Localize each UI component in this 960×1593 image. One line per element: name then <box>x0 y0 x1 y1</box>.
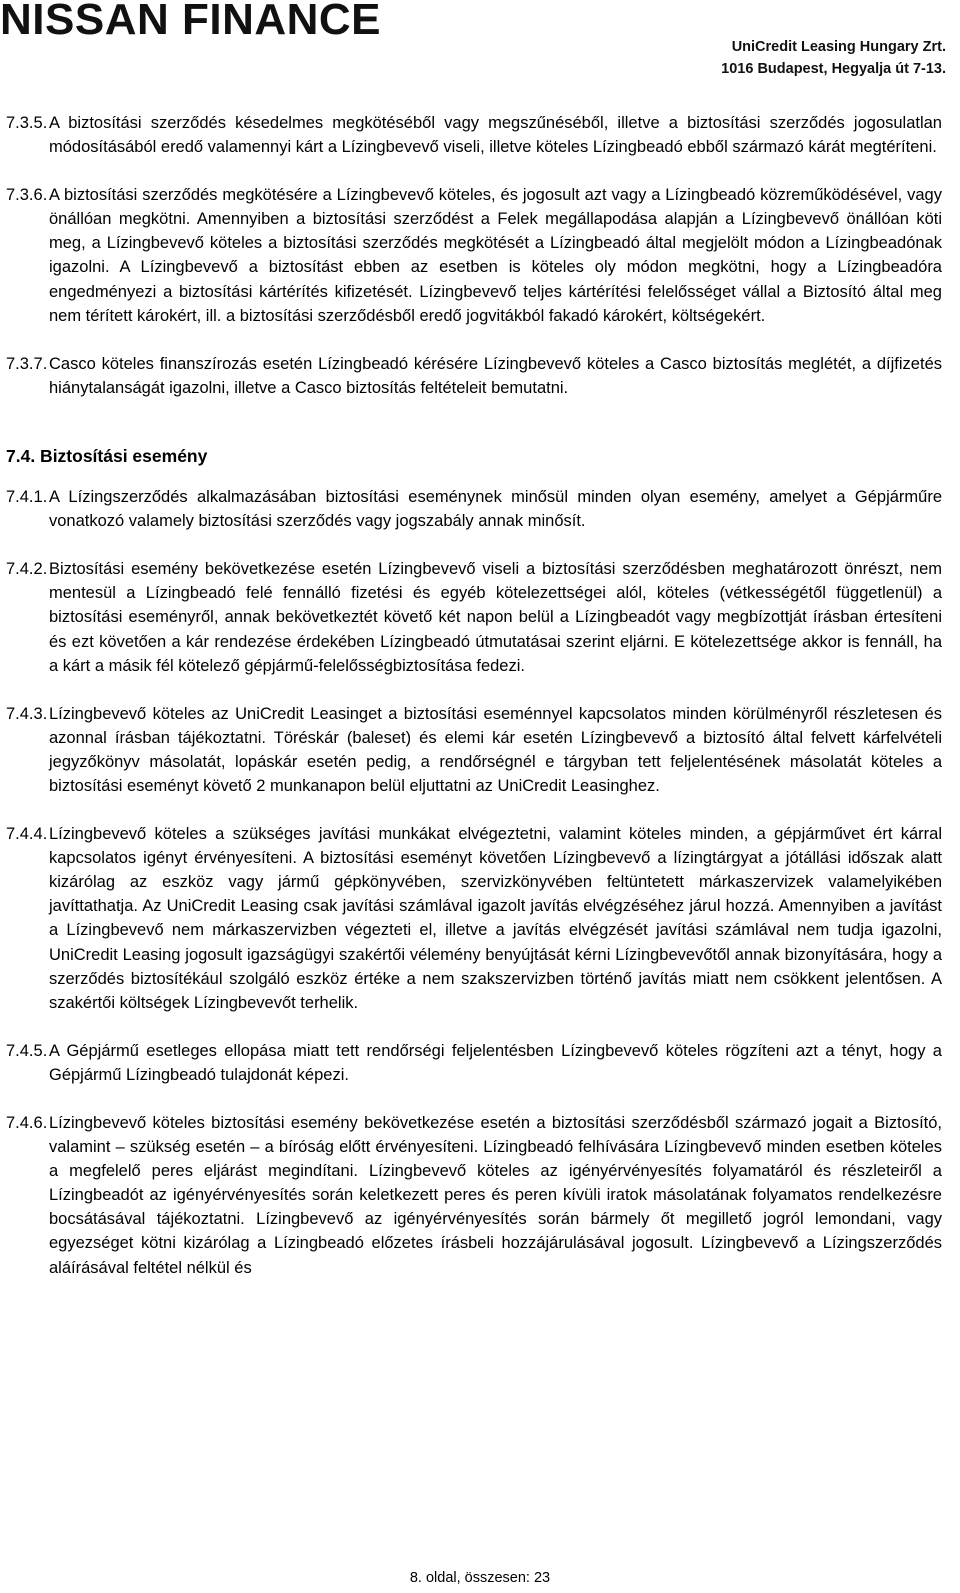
section-7-4-4 <box>6 822 942 1015</box>
section-number: 7.4.6. <box>6 1114 48 1132</box>
page-footer: 8. oldal, összesen: 23 <box>409 1570 551 1586</box>
section-7-4-3 <box>6 702 942 798</box>
section-number: 7.3.6. <box>6 186 48 205</box>
section-7-3-5 <box>6 111 942 159</box>
document-body <box>6 111 942 1304</box>
company-address: 1016 Budapest, Hegyalja út 7-13. <box>721 61 946 77</box>
section-number: 7.3.7. <box>6 354 48 373</box>
section-text: A Gépjármű esetleges ellopása miatt tett rendőrségi feljelentésben Lízingbevevő köteles rögzíteni azt a tényt, hogy a Gépjármű Lízingbeadó tulajdonát képezi. <box>49 1041 942 1084</box>
section-number: 7.3.5. <box>6 114 48 132</box>
section-7-3-7 <box>6 352 942 400</box>
section-number: 7.4.4. <box>6 825 48 844</box>
section-number: 7.4.5. <box>6 1041 48 1060</box>
company-info <box>721 36 946 80</box>
section-7-4-6 <box>6 1111 942 1280</box>
section-text: A Lízingszerződés alkalmazásában biztosítási eseménynek minősül minden olyan esemény, amelyet a Gépjárműre vonatkozó valamely biztosítási szerződés vagy jogszabály annak minősít. <box>49 488 942 531</box>
section-text: Biztosítási esemény bekövetkezése esetén Lízingbevevő viseli a biztosítási szerződésben meghatározott önrészt, nem mentesül a Lízingbeadó felé fennálló fizetési és egyéb kötelezettségei alól, köteles (vétkességétől függetlenül) a biztosítási eseményről, annak bekövetkeztét követő két napon belül a Lízingbeadót vagy megbízottját írásban értesíteni és ezt követően a kár rendezése érdekében Lízingbeadó útmutatásai szerint eljárni. E kötelezettsége akkor is fennáll, ha a kárt a másik fél kötelező gépjármű-felelősségbiztosítása fedezi. <box>49 560 942 675</box>
section-text: Casco köteles finanszírozás esetén Lízingbeadó kérésére Lízingbevevő köteles a Casco biztosítás meglétét, a díjfizetés hiánytalanságát igazolni, illetve a Casco biztosítás feltételeit bemutatni. <box>49 354 942 397</box>
section-7-4-1 <box>6 485 942 533</box>
nissan-finance-logo: NISSAN FINANCE <box>0 0 382 44</box>
section-7-4-2 <box>6 557 942 677</box>
section-text: A biztosítási szerződés késedelmes megkötéséből vagy megszűnéséből, illetve a biztosítási szerződés jogosulatlan módosításából eredő valamennyi kárt a Lízingbevevő viseli, illetve köteles Lízingbeadó ebből származó kárát megtéríteni. <box>49 114 942 157</box>
section-text: Lízingbevevő köteles az UniCredit Leasinget a biztosítási eseménnyel kapcsolatos minden körülményről részletesen és azonnal írásban tájékoztatni. Töréskár (baleset) és elemi kár esetén Lízingbevevő a biztosító által felvett kárfelvételi jegyzőkönyv másolatát, lopáskár esetén pedig, a rendőrségnél e tárgyban tett feljelentésének másolatát köteles a biztosítási eseményt követő 2 munkanapon belül eljuttatni az UniCredit Leasinghez. <box>49 704 942 795</box>
section-text: Lízingbevevő köteles a szükséges javítási munkákat elvégeztetni, valamint köteles minden, a gépjárművet ért kárral kapcsolatos igényt érvényesíteni. A biztosítási eseményt követően Lízingbevevő a lízingtárgyat a jótállási időszak alatt kizárólag az eszköz vagy jármű gépkönyvében, szervizkönyvében feltüntetett márkaszervizek valamelyikében javíttathatja. Az UniCredit Leasing csak javítási számlával igazolt javítás elvégzéséhez járul hozzá. Amennyiben a javítást a Lízingbevevő nem márkaszervizben végezteti el, illetve a javítás elvégzését javítási számlával nem tudja igazolni, UniCredit Leasing jogosult igazságügyi szakértői vélemény benyújtását kérni Lízingbevevőtől annak bizonyítására, hogy a szerződés biztosítékául szolgáló eszköz értéke a nem szakszervizben történő javítás miatt nem csökkent jelentősen. A szakértői költségek Lízingbevevőt terhelik. <box>49 825 942 1012</box>
section-7-3-6 <box>6 183 942 328</box>
section-heading-7-4: 7.4. Biztosítási esemény <box>6 445 208 466</box>
section-7-4-5 <box>6 1039 942 1087</box>
section-number: 7.4.1. <box>6 488 48 507</box>
section-number: 7.4.3. <box>6 704 48 723</box>
section-text: Lízingbevevő köteles biztosítási esemény bekövetkezése esetén a biztosítási szerződésből származó jogait a Biztosító, valamint – szükség esetén – a bíróság előtt érvényesíteni. Lízingbeadó felhívására Lízingbevevő minden esetben köteles a megfelelő peres eljárást megindítani. Lízingbevevő köteles az igényérvényesítés folyamatáról és részleteiről a Lízingbeadót az igényérvényesítés során keletkezett peres és peren kívüli iratok másolatának folyamatos rendelkezésre bocsátásával tájékoztatni. Lízingbevevő az igényérvényesítés során bármely őt megillető jogról lemondani, vagy egyezséget kötni kizárólag a Lízingbeadó előzetes írásbeli hozzájárulásával jogosult. Lízingbevevő a Lízingszerződés aláírásával feltétel nélkül és <box>49 1114 942 1277</box>
company-name: UniCredit Leasing Hungary Zrt. <box>731 39 946 55</box>
section-text: A biztosítási szerződés megkötésére a Lízingbevevő köteles, és jogosult azt vagy a Lízingbeadó közreműködésével, vagy önállóan megkötni. Amennyiben a biztosítási szerződést a Felek megállapodása alapján a Lízingbevevő önállóan köti meg, a Lízingbevevő köteles a biztosítási szerződés megkötését a Lízingbeadó által megjelölt módon a Lízingbeadónak igazolni. A Lízingbevevő a biztosítást ebben az esetben is köteles oly módon megkötni, hogy a Lízingbeadóra engedményezi a biztosítási kártérítés kifizetését. Lízingbevevő teljes kártérítési felelősséget vállal a Biztosító által meg nem térített károkért, ill. a biztosítási szerződésből eredő jogvitákból fakadó károkért, költségekért. <box>49 186 942 325</box>
section-number: 7.4.2. <box>6 560 48 579</box>
